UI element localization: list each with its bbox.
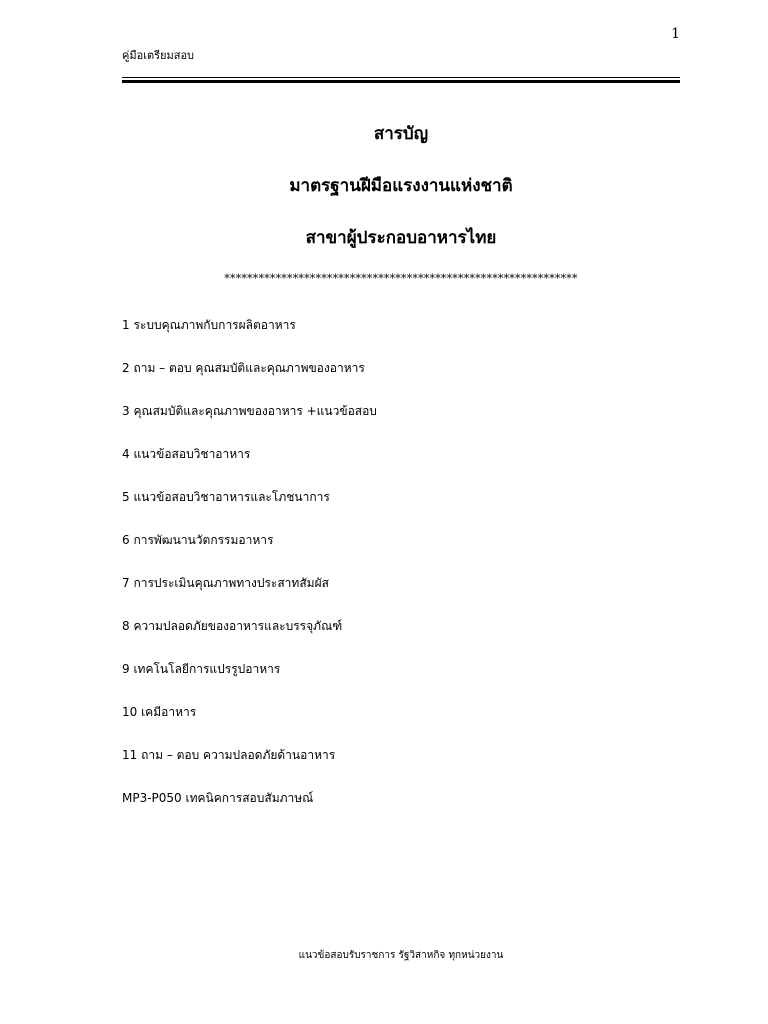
toc-item-12: MP3-P050 เทคนิคการสอบสัมภาษณ์: [122, 791, 314, 805]
running-header: คู่มือเตรียมสอบ: [122, 49, 195, 62]
table-of-contents: [122, 314, 680, 830]
toc-item-3: 3 คุณสมบัติและคุณภาพของอาหาร +แนวข้อสอบ: [122, 404, 377, 418]
toc-item-10: 10 เคมีอาหาร: [122, 705, 197, 719]
toc-item-4: 4 แนวข้อสอบวิชาอาหาร: [122, 447, 251, 461]
document-subtitle: มาตรฐานฝีมือแรงงานแห่งชาติ: [289, 176, 513, 196]
toc-item-5: 5 แนวข้อสอบวิชาอาหารและโภชนาการ: [122, 490, 330, 504]
toc-item-6: 6 การพัฒนานวัตกรรมอาหาร: [122, 533, 274, 547]
document-title: สารบัญ: [373, 124, 429, 144]
asterisk-separator: **************************************************************: [224, 272, 578, 285]
toc-item-11: 11 ถาม – ตอบ ความปลอดภัยด้านอาหาร: [122, 748, 336, 762]
toc-item-8: 8 ความปลอดภัยของอาหารและบรรจุภัณฑ์: [122, 619, 343, 633]
running-footer: แนวข้อสอบรับราชการ รัฐวิสาหกิจ ทุกหน่วยงาน: [298, 950, 504, 961]
document-branch: สาขาผู้ประกอบอาหารไทย: [305, 228, 497, 248]
toc-item-2: 2 ถาม – ตอบ คุณสมบัติและคุณภาพของอาหาร: [122, 361, 365, 375]
header-rule-thick: [122, 80, 680, 83]
page-number: 1: [671, 26, 680, 42]
title-block: [122, 122, 680, 278]
toc-item-7: 7 การประเมินคุณภาพทางประสาทสัมผัส: [122, 576, 329, 590]
header-rule-thin: [122, 77, 680, 78]
toc-item-1: 1 ระบบคุณภาพกับการผลิตอาหาร: [122, 318, 296, 332]
toc-item-9: 9 เทคโนโลยีการแปรรูปอาหาร: [122, 662, 281, 676]
